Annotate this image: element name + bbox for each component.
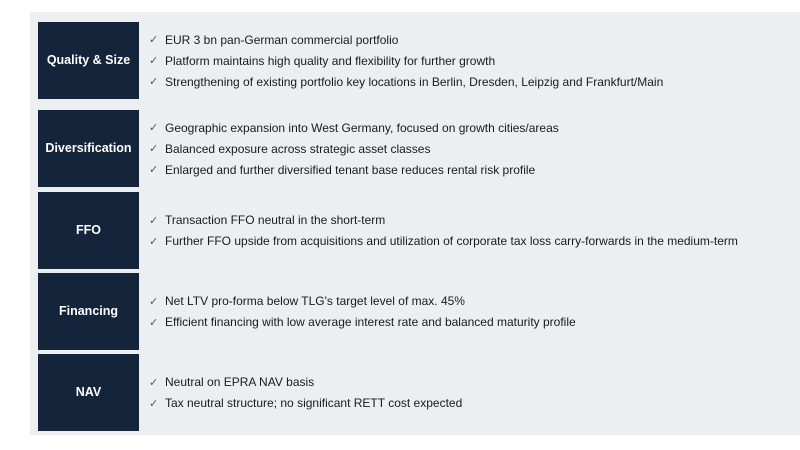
- check-icon: ✓: [149, 214, 159, 227]
- check-icon: ✓: [149, 164, 159, 176]
- section-nav: [38, 354, 800, 431]
- bullet-text: Platform maintains high quality and flexibility for further growth: [165, 53, 496, 68]
- section-diversification: [38, 110, 800, 187]
- section-label-box: [38, 22, 139, 99]
- section-label-box: [38, 354, 139, 431]
- section-label: Quality & Size: [46, 53, 131, 67]
- section-label: NAV: [75, 385, 102, 399]
- bullet-text: EUR 3 bn pan-German commercial portfolio: [165, 32, 399, 47]
- check-icon: ✓: [149, 376, 159, 389]
- bullet-item: [149, 231, 800, 252]
- bullet-text: Tax neutral structure; no significant RETT cost expected: [165, 396, 463, 410]
- bullet-item: [149, 291, 800, 312]
- bullet-item: [149, 372, 800, 393]
- bullet-text: Neutral on EPRA NAV basis: [165, 375, 315, 389]
- check-icon: ✓: [149, 76, 159, 88]
- section-label: FFO: [76, 223, 101, 237]
- section-label-box: [38, 192, 139, 269]
- bullet-list: [149, 110, 800, 187]
- bullet-item: [149, 312, 800, 333]
- check-icon: ✓: [149, 143, 159, 155]
- bullet-text: Efficient financing with low average interest rate and balanced maturity profile: [165, 315, 576, 329]
- bullet-text: Geographic expansion into West Germany, focused on growth cities/areas: [165, 120, 559, 135]
- bullet-list: [149, 192, 800, 269]
- bullet-item: [149, 138, 800, 159]
- bullet-item: [149, 50, 800, 71]
- bullet-list: [149, 22, 800, 99]
- section-label: Diversification: [45, 141, 132, 155]
- bullet-item: [149, 210, 800, 231]
- check-icon: ✓: [149, 34, 159, 46]
- bullet-item: [149, 393, 800, 414]
- bullet-text: Enlarged and further diversified tenant base reduces rental risk profile: [165, 162, 536, 177]
- check-icon: ✓: [149, 122, 159, 134]
- bullet-list: [149, 354, 800, 431]
- check-icon: ✓: [149, 235, 159, 248]
- check-icon: ✓: [149, 55, 159, 67]
- bullet-text: Transaction FFO neutral in the short-term: [165, 213, 386, 227]
- bullet-item: [149, 29, 800, 50]
- section-label-box: [38, 273, 139, 350]
- check-icon: ✓: [149, 295, 159, 308]
- bullet-item: [149, 117, 800, 138]
- bullet-list: [149, 273, 800, 350]
- section-label-box: [38, 110, 139, 187]
- section-label: Financing: [58, 304, 119, 318]
- bullet-item: [149, 71, 800, 92]
- section-ffo: [38, 192, 800, 269]
- section-quality-size: [38, 22, 800, 99]
- section-financing: [38, 273, 800, 350]
- bullet-text: Balanced exposure across strategic asset classes: [165, 141, 431, 156]
- bullet-text: Net LTV pro-forma below TLG's target level of max. 45%: [165, 294, 465, 308]
- bullet-text: Strengthening of existing portfolio key locations in Berlin, Dresden, Leipzig and Frankfurt/Main: [165, 74, 664, 89]
- bullet-item: [149, 159, 800, 180]
- check-icon: ✓: [149, 397, 159, 410]
- bullet-text: Further FFO upside from acquisitions and utilization of corporate tax loss carry-forwards in the medium-term: [165, 234, 738, 248]
- check-icon: ✓: [149, 316, 159, 329]
